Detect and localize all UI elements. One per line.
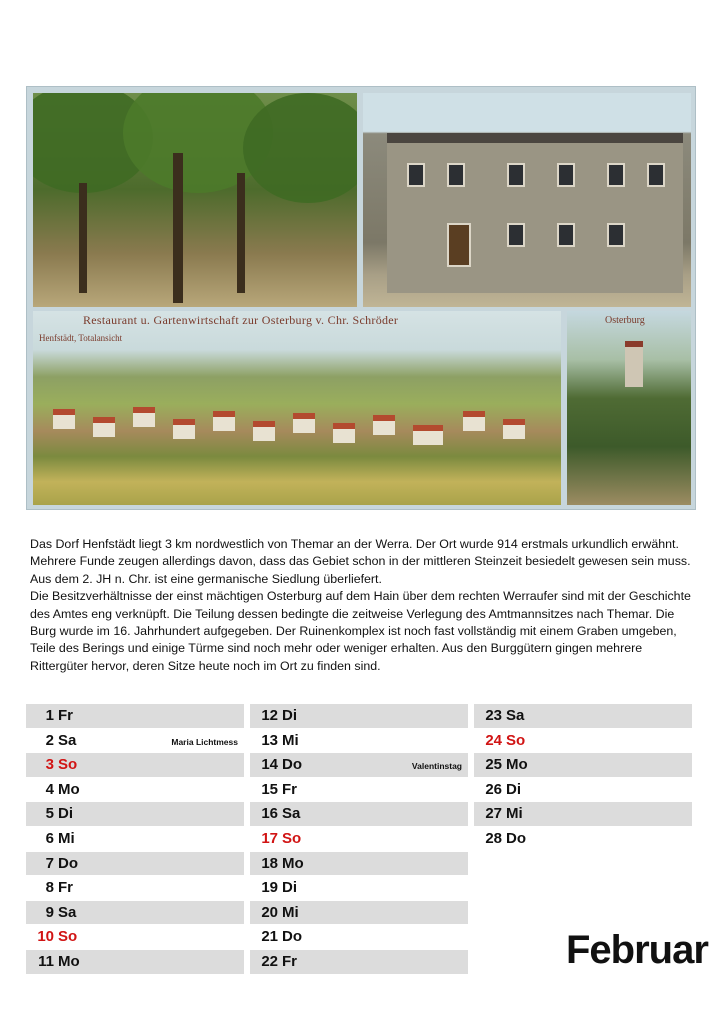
weekday-abbrev: Do xyxy=(282,756,302,774)
calendar-day-row xyxy=(250,729,468,754)
calendar-day-row xyxy=(26,852,244,877)
day-number: 24 xyxy=(485,731,502,749)
weekday-abbrev: Mi xyxy=(282,903,299,921)
calendar-day-row xyxy=(250,778,468,803)
day-number: 14 xyxy=(261,756,278,774)
calendar-day-row xyxy=(250,950,468,975)
day-number: 15 xyxy=(261,780,278,798)
weekday-abbrev: Do xyxy=(506,829,526,847)
day-number: 10 xyxy=(37,928,54,946)
day-number: 16 xyxy=(261,805,278,823)
calendar-day-row xyxy=(474,827,692,852)
calendar-column-1 xyxy=(26,704,244,975)
day-number: 5 xyxy=(45,805,54,823)
garden-photo xyxy=(33,93,357,307)
calendar-day-row xyxy=(26,753,244,778)
weekday-abbrev: Di xyxy=(506,780,521,798)
calendar-day-row xyxy=(250,925,468,950)
day-number: 12 xyxy=(261,707,278,724)
calendar-day-row xyxy=(26,901,244,926)
weekday-abbrev: Fr xyxy=(58,879,73,897)
calendar-day-row xyxy=(474,802,692,827)
day-number: 9 xyxy=(45,903,54,921)
calendar-day-row xyxy=(250,876,468,901)
day-number: 27 xyxy=(485,805,502,823)
day-number: 8 xyxy=(45,879,54,897)
calendar-day-row xyxy=(250,753,468,778)
day-number: 21 xyxy=(261,928,278,946)
day-number: 2 xyxy=(45,731,54,749)
paragraph-2: Die Besitzverhältnisse der einst mächtigen Osterburg auf dem Hain über dem rechten Werraufer sind mit der Geschichte des Amtes eng verknüpft. Die Teilung dessen bedingte die zeitweise Verlegung des Amtmannsitzes nach Themar. Die Burg wurde im 16. Jahrhundert aufgegeben. Der Ruinenkomplex ist noch fast vollständig mit einem Graben umgeben, Teile des Berings und einige Türme sind noch mehr oder weniger erhalten. Aus den Burggütern gingen mehrere Rittergüter hervor, deren Sitze heute noch im Ort zu finden sind. xyxy=(30,589,691,673)
calendar-day-row xyxy=(26,827,244,852)
day-number: 23 xyxy=(485,707,502,724)
weekday-abbrev: Sa xyxy=(58,903,77,921)
weekday-abbrev: So xyxy=(282,829,302,847)
day-number: 4 xyxy=(45,780,54,798)
day-number: 3 xyxy=(45,756,54,774)
weekday-abbrev: Sa xyxy=(58,731,77,749)
historic-postcard-image xyxy=(26,86,696,510)
day-number: 20 xyxy=(261,903,278,921)
calendar-day-row xyxy=(250,802,468,827)
calendar-day-row xyxy=(474,778,692,803)
weekday-abbrev: Do xyxy=(58,854,78,872)
calendar-day-row xyxy=(250,901,468,926)
paragraph-1: Das Dorf Henfstädt liegt 3 km nordwestlich von Themar an der Werra. Der Ort wurde 914 erstmals urkundlich erwähnt. Mehrere Funde zeugen allerdings davon, dass das Gebiet schon in der mittleren Steinzeit besiedelt gewesen sein muss. Aus dem 2. JH n. Chr. ist eine germanische Siedlung überliefert. xyxy=(30,537,691,586)
weekday-abbrev: Mi xyxy=(282,731,299,749)
weekday-abbrev: Mi xyxy=(58,829,75,847)
weekday-abbrev: Di xyxy=(58,805,73,823)
calendar-day-row xyxy=(26,950,244,975)
osterburg-tower-photo xyxy=(567,311,691,505)
day-number: 7 xyxy=(45,854,54,872)
weekday-abbrev: So xyxy=(506,731,526,749)
calendar-day-row xyxy=(26,802,244,827)
panorama-caption: Henfstädt, Totalansicht xyxy=(39,333,123,343)
weekday-abbrev: Fr xyxy=(58,707,73,724)
weekday-abbrev: Di xyxy=(282,707,297,724)
weekday-abbrev: Mi xyxy=(506,805,523,823)
day-number: 25 xyxy=(485,756,502,774)
month-title: Februar xyxy=(566,928,708,972)
holiday-note: Maria Lichtmess xyxy=(171,736,238,747)
calendar-day-row xyxy=(250,827,468,852)
day-number: 19 xyxy=(261,879,278,897)
calendar-day-row xyxy=(474,753,692,778)
day-number: 28 xyxy=(485,829,502,847)
calendar-column-2 xyxy=(250,704,468,975)
description-text xyxy=(30,536,694,675)
postcard-title: Restaurant u. Gartenwirtschaft zur Osterburg v. Chr. Schröder xyxy=(83,313,399,327)
day-number: 26 xyxy=(485,780,502,798)
weekday-abbrev: Mo xyxy=(282,854,304,872)
calendar-day-row xyxy=(26,925,244,950)
day-number: 11 xyxy=(38,952,54,970)
weekday-abbrev: Mo xyxy=(506,756,528,774)
weekday-abbrev: Sa xyxy=(282,805,301,823)
day-number: 1 xyxy=(45,707,54,724)
weekday-abbrev: So xyxy=(58,928,78,946)
calendar-day-row xyxy=(26,778,244,803)
calendar-day-row xyxy=(474,704,692,729)
weekday-abbrev: Fr xyxy=(282,952,297,970)
weekday-abbrev: Do xyxy=(282,928,302,946)
calendar-day-row xyxy=(26,729,244,754)
weekday-abbrev: Fr xyxy=(282,780,297,798)
day-number: 18 xyxy=(261,854,278,872)
calendar-day-row xyxy=(26,876,244,901)
calendar-day-row xyxy=(250,704,468,729)
weekday-abbrev: So xyxy=(58,756,78,774)
tower-caption: Osterburg xyxy=(605,315,645,326)
calendar-column-3 xyxy=(474,704,692,852)
weekday-abbrev: Mo xyxy=(58,952,80,970)
holiday-note: Valentinstag xyxy=(411,761,462,772)
day-number: 22 xyxy=(261,952,278,970)
weekday-abbrev: Mo xyxy=(58,780,80,798)
calendar-day-row xyxy=(474,729,692,754)
calendar-day-row xyxy=(250,852,468,877)
day-number: 6 xyxy=(45,829,54,847)
calendar-day-row xyxy=(26,704,244,729)
weekday-abbrev: Di xyxy=(282,879,297,897)
day-number: 13 xyxy=(261,731,278,749)
restaurant-building-photo xyxy=(363,93,691,307)
day-number: 17 xyxy=(261,829,278,847)
weekday-abbrev: Sa xyxy=(506,707,525,724)
